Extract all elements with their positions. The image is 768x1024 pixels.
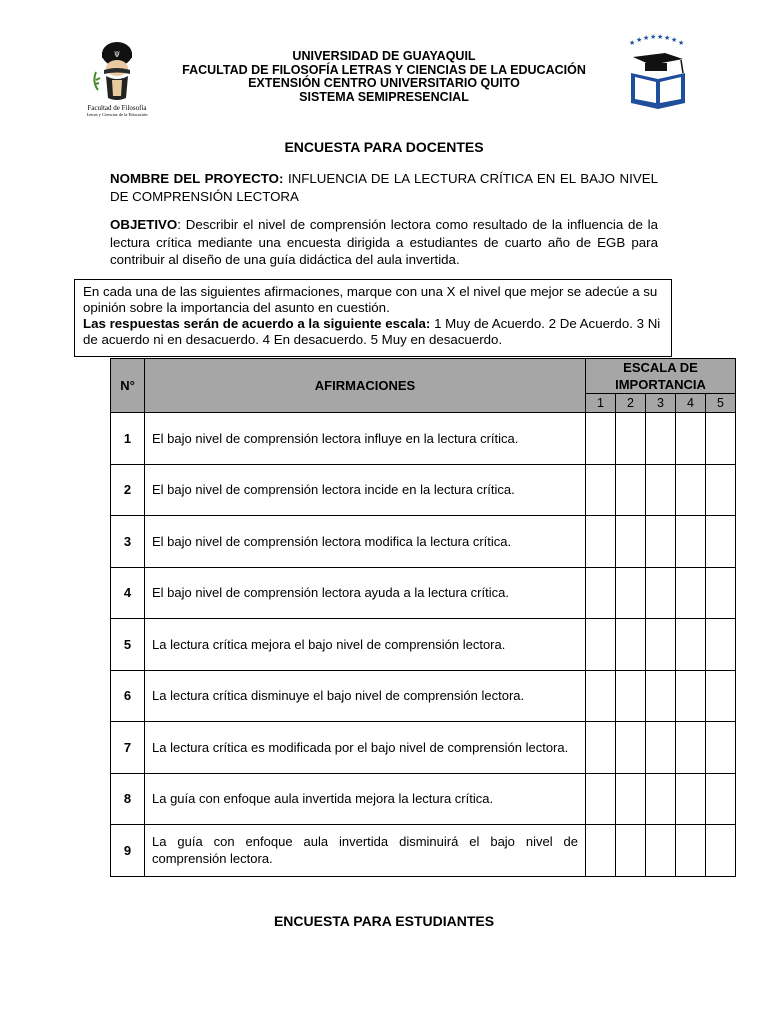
- answer-cell-5[interactable]: [706, 670, 736, 722]
- answer-cell-2[interactable]: [616, 825, 646, 877]
- table-row: [111, 516, 736, 568]
- answer-cell-3[interactable]: [646, 567, 676, 619]
- scale-header-4: 4: [676, 394, 706, 413]
- system-name: SISTEMA SEMIPRESENCIAL: [299, 89, 469, 104]
- table-row: [111, 413, 736, 465]
- answer-cell-1[interactable]: [586, 722, 616, 774]
- faculty-name: FACULTAD DE FILOSOFÍA LETRAS Y CIENCIAS DE LA EDUCACIÓN: [182, 62, 586, 77]
- answer-cell-5[interactable]: [706, 464, 736, 516]
- answer-cell-5[interactable]: [706, 722, 736, 774]
- answer-cell-2[interactable]: [616, 413, 646, 465]
- extension-name: EXTENSIÓN CENTRO UNIVERSITARIO QUITO: [248, 76, 520, 90]
- objective-text: : Describir el nivel de comprensión lectora como resultado de la influencia de la lectura crítica mediante una encuesta dirigida a estudiantes de cuarto año de EGB para contribuir al diseño de una guía didáctica del aula invertida.: [110, 217, 658, 267]
- svg-text:★: ★: [664, 35, 671, 42]
- answer-cell-3[interactable]: [646, 670, 676, 722]
- project-paragraph: [110, 170, 658, 205]
- row-statement: La guía con enfoque aula invertida disminuirá el bajo nivel de comprensión lectora.: [145, 825, 586, 877]
- answer-cell-1[interactable]: [586, 825, 616, 877]
- answer-cell-5[interactable]: [706, 619, 736, 671]
- column-header-afirmaciones: AFIRMACIONES: [145, 359, 586, 413]
- survey-title-docentes: ENCUESTA PARA DOCENTES: [284, 139, 484, 155]
- answer-cell-3[interactable]: [646, 825, 676, 877]
- answer-cell-5[interactable]: [706, 773, 736, 825]
- column-header-escala: ESCALA DE IMPORTANCIA: [586, 359, 736, 394]
- table-row: [111, 464, 736, 516]
- row-statement: La guía con enfoque aula invertida mejora la lectura crítica.: [145, 773, 586, 825]
- column-header-number: N°: [111, 359, 145, 413]
- scale-header-1: 1: [586, 394, 616, 413]
- answer-cell-2[interactable]: [616, 670, 646, 722]
- table-row: [111, 670, 736, 722]
- row-statement: El bajo nivel de comprensión lectora modifica la lectura crítica.: [145, 516, 586, 568]
- scale-header-5: 5: [706, 394, 736, 413]
- row-number: 3: [111, 516, 145, 568]
- objective-paragraph: [110, 216, 658, 269]
- table-row: [111, 567, 736, 619]
- svg-text:★: ★: [650, 34, 657, 41]
- answer-cell-5[interactable]: [706, 825, 736, 877]
- row-statement: El bajo nivel de comprensión lectora influye en la lectura crítica.: [145, 413, 586, 465]
- answer-cell-4[interactable]: [676, 619, 706, 671]
- survey-table: [110, 358, 736, 877]
- scale-label: Las respuestas serán de acuerdo a la siguiente escala:: [83, 316, 431, 331]
- svg-text:★: ★: [678, 40, 685, 47]
- row-number: 6: [111, 670, 145, 722]
- objective-label: OBJETIVO: [110, 217, 178, 232]
- answer-cell-4[interactable]: [676, 773, 706, 825]
- answer-cell-4[interactable]: [676, 722, 706, 774]
- svg-text:★: ★: [643, 35, 650, 42]
- row-number: 8: [111, 773, 145, 825]
- row-statement: La lectura crítica es modificada por el bajo nivel de comprensión lectora.: [145, 722, 586, 774]
- answer-cell-3[interactable]: [646, 722, 676, 774]
- instructions-box: [74, 279, 672, 357]
- project-text: INFLUENCIA DE LA LECTURA CRÍTICA EN EL BAJO NIVEL DE COMPRENSIÓN LECTORA: [110, 171, 658, 204]
- answer-cell-2[interactable]: [616, 516, 646, 568]
- answer-cell-2[interactable]: [616, 722, 646, 774]
- answer-cell-5[interactable]: [706, 567, 736, 619]
- answer-cell-3[interactable]: [646, 773, 676, 825]
- row-statement: La lectura crítica disminuye el bajo nivel de comprensión lectora.: [145, 670, 586, 722]
- answer-cell-3[interactable]: [646, 413, 676, 465]
- answer-cell-2[interactable]: [616, 619, 646, 671]
- survey-rows: [111, 413, 736, 877]
- row-number: 9: [111, 825, 145, 877]
- row-number: 4: [111, 567, 145, 619]
- row-number: 1: [111, 413, 145, 465]
- table-row: [111, 722, 736, 774]
- answer-cell-2[interactable]: [616, 464, 646, 516]
- answer-cell-1[interactable]: [586, 773, 616, 825]
- answer-cell-4[interactable]: [676, 670, 706, 722]
- answer-cell-1[interactable]: [586, 567, 616, 619]
- answer-cell-1[interactable]: [586, 516, 616, 568]
- answer-cell-4[interactable]: [676, 567, 706, 619]
- row-statement: La lectura crítica mejora el bajo nivel de comprensión lectora.: [145, 619, 586, 671]
- project-label: NOMBRE DEL PROYECTO:: [110, 171, 284, 186]
- scale-header-2: 2: [616, 394, 646, 413]
- table-row: [111, 825, 736, 877]
- row-statement: El bajo nivel de comprensión lectora ayuda a la lectura crítica.: [145, 567, 586, 619]
- answer-cell-4[interactable]: [676, 464, 706, 516]
- document-header: [0, 50, 768, 104]
- answer-cell-4[interactable]: [676, 413, 706, 465]
- university-name: UNIVERSIDAD DE GUAYAQUIL: [292, 49, 476, 63]
- answer-cell-1[interactable]: [586, 413, 616, 465]
- svg-text:★: ★: [636, 37, 643, 44]
- instructions-text: En cada una de las siguientes afirmaciones, marque con una X el nivel que mejor se adecúe a su opinión sobre la importancia del asunto en cuestión.: [83, 284, 658, 315]
- svg-text:★: ★: [657, 34, 664, 41]
- answer-cell-3[interactable]: [646, 619, 676, 671]
- scale-text: 1 Muy de Acuerdo. 2 De Acuerdo. 3 Ni de acuerdo ni en desacuerdo. 4 En desacuerdo. 5 Muy en desacuerdo.: [83, 316, 661, 347]
- answer-cell-4[interactable]: [676, 825, 706, 877]
- answer-cell-3[interactable]: [646, 464, 676, 516]
- answer-cell-2[interactable]: [616, 773, 646, 825]
- svg-text:★: ★: [629, 40, 636, 47]
- svg-text:Ψ: Ψ: [113, 51, 121, 59]
- answer-cell-4[interactable]: [676, 516, 706, 568]
- answer-cell-3[interactable]: [646, 516, 676, 568]
- table-row: [111, 773, 736, 825]
- scale-header-3: 3: [646, 394, 676, 413]
- row-number: 5: [111, 619, 145, 671]
- row-number: 7: [111, 722, 145, 774]
- faculty-logo-subcaption: Letras y Ciencias de la Educación: [86, 112, 148, 117]
- answer-cell-1[interactable]: [586, 464, 616, 516]
- table-row: [111, 619, 736, 671]
- answer-cell-1[interactable]: [586, 670, 616, 722]
- faculty-logo-caption: Facultad de Filosofía: [87, 104, 147, 112]
- svg-text:★: ★: [671, 37, 678, 44]
- row-number: 2: [111, 464, 145, 516]
- answer-cell-5[interactable]: [706, 516, 736, 568]
- row-statement: El bajo nivel de comprensión lectora incide en la lectura crítica.: [145, 464, 586, 516]
- survey-title-estudiantes: ENCUESTA PARA ESTUDIANTES: [273, 913, 495, 929]
- answer-cell-1[interactable]: [586, 619, 616, 671]
- answer-cell-5[interactable]: [706, 413, 736, 465]
- answer-cell-2[interactable]: [616, 567, 646, 619]
